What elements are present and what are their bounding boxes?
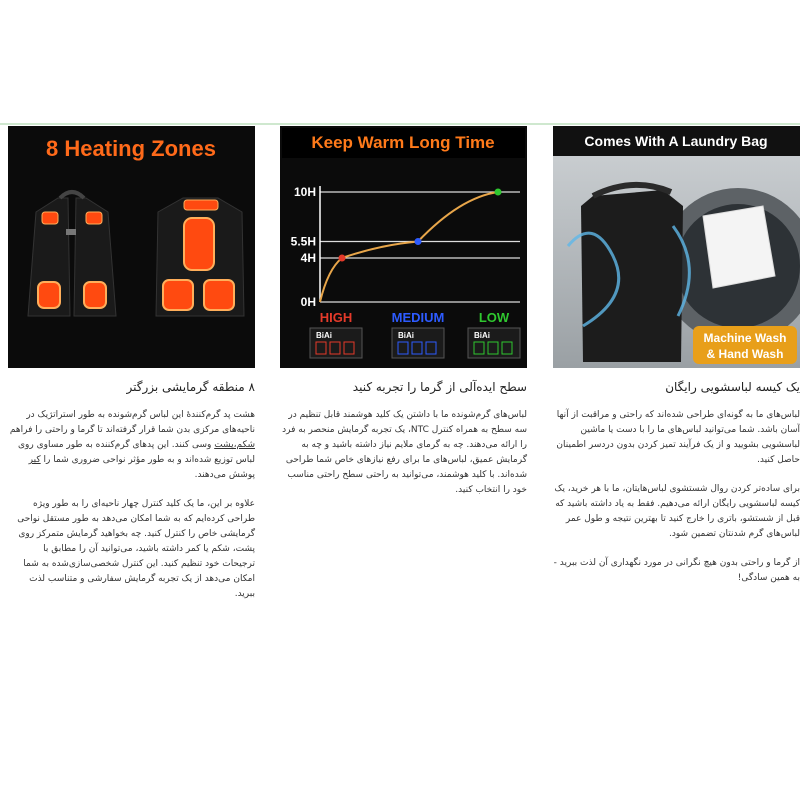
y-tick-label: 10H [293, 185, 316, 199]
laundry-bag [703, 206, 775, 288]
col1-link-1: شکم،پشت [214, 440, 255, 450]
level-labels [320, 310, 510, 325]
col2-paragraph-1: لباس‌های گرم‌شونده ما با داشتن یک کلید هوشمند قابل تنظیم در سه سطح به همراه کنترل NTC، یک تجربه گرمایش منحصر به فرد را ارائه می‌دهند. چه به گرمای ملایم نیاز داشته باشید و چه به گرمایش عمیق، لباس‌های ما برای رفع نیازهای خاص شما طراحی شده‌اند. با کلید هوشمند، می‌توانید به راحتی سطح راحتی مناسب خود را انتخاب کنید. [282, 410, 527, 495]
column-laundry [553, 380, 800, 600]
laundry-title: Comes With A Laundry Bag [584, 133, 768, 149]
col1-link-2: کبر [28, 455, 41, 465]
top-divider [0, 123, 800, 125]
vest-back [156, 198, 244, 316]
keep-warm-title: Keep Warm Long Time [311, 133, 495, 152]
level-label-medium: MEDIUM [391, 310, 445, 325]
level-label-low: LOW [478, 310, 510, 325]
wash-badge-line1: Machine Wash [703, 331, 787, 345]
chart-point-medium [415, 238, 422, 245]
laundry-bag-image [553, 126, 800, 368]
y-tick-label: 0H [300, 295, 316, 309]
chart-point-low [495, 189, 502, 196]
col3-paragraph-2: برای ساده‌تر کردن روال شستشوی لباس‌هایتان، ما با هر خرید، یک کیسه لباسشویی رایگان ارائه می‌دهیم. فقط به یاد داشته باشید که قبل از شستشو، باتری را خارج کنید تا بهترین نتیجه و طول عمر لباس‌های گرم شدنتان تضمین شود. [554, 484, 800, 539]
y-tick-label: 4H [300, 251, 316, 265]
y-tick-label: 5.5H [290, 234, 316, 249]
badge-brand: BiAi [398, 331, 414, 340]
col2-heading: سطح ایده‌آلی از گرما را تجربه کنید [352, 380, 527, 394]
badge-brand: BiAi [316, 331, 332, 340]
badge-brand: BiAi [474, 331, 490, 340]
col1-paragraph-2: علاوه بر این، ما یک کلید کنترل چهار ناحیه‌ای را به طور ویژه طراحی کرده‌ایم که به شما امکان می‌دهد به طور مستقل نواحی گرمایشی خاص را کنترل کنید. چه بخواهید گرمایش متمرکز روی پشت، شکم یا کمر داشته باشید، می‌توانید آن را مطابق با ترجیحات خود تنظیم کنید. این کنترل شخصی‌سازی‌شده به شما امکان می‌دهد از یک تجربه گرمایش سفارشی و متناسب لذت ببرید. [17, 499, 255, 599]
col3-heading: یک کیسه لباسشویی رایگان [665, 380, 800, 394]
level-label-high: HIGH [319, 310, 353, 325]
keep-warm-chart [280, 126, 527, 368]
wash-badge-line2: & Hand Wash [706, 347, 784, 361]
level-badges [310, 328, 520, 358]
col3-paragraph-3: از گرما و راحتی بدون هیچ نگرانی در مورد نگهداری آن لذت ببرید - به همین سادگی! [553, 558, 800, 583]
chart-point-high [339, 255, 346, 262]
col1-paragraph-1: هشت پد گرم‌کنندهٔ این لباس گرم‌شونده به طور استراتژیک در ناحیه‌های مرکزی بدن شما قرار گرفته‌اند تا گرما و راحتی را فراهم شکم،پشت وسی کنند. این پدهای گرم‌کننده به طور مساوی روی لباس توزیع شده‌اند و به طور مؤثر نواحی ضروری شما را کبر پوشش می‌دهند. [9, 410, 255, 480]
vest-in-water [568, 185, 689, 362]
col1-heading: ۸ منطقه گرمایشی بزرگتر [126, 380, 255, 394]
heating-zones-image [8, 126, 255, 368]
column-warmth-levels [280, 380, 527, 512]
column-heating-zones [8, 380, 255, 616]
heating-zones-title: 8 Heating Zones [46, 136, 216, 161]
col3-paragraph-1: لباس‌های ما به گونه‌ای طراحی شده‌اند که راحتی و مراقبت از آنها آسان باشد. شما می‌توانید لباس‌های ما را با دست یا ماشین لباسشویی بشویید و از یک فرآیند تمیز کردن بدون دردسر اطمینان حاصل کنید. [556, 410, 800, 465]
